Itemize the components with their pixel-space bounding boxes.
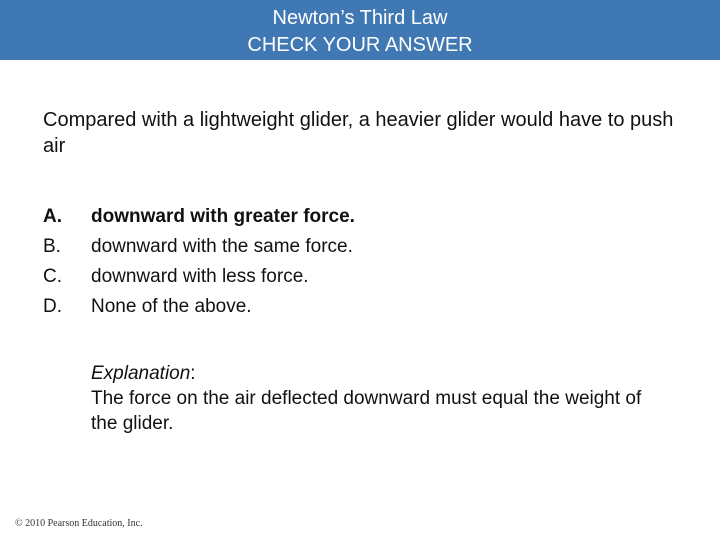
- option-letter: C.: [43, 266, 62, 287]
- option-letter: B.: [43, 236, 61, 257]
- option-letter: A.: [43, 206, 62, 227]
- explanation-label: Explanation: [91, 363, 191, 384]
- copyright-notice: © 2010 Pearson Education, Inc.: [15, 518, 143, 529]
- option-letter: D.: [43, 296, 62, 317]
- option-text: downward with the same force.: [91, 236, 353, 257]
- explanation-colon: :: [190, 363, 196, 384]
- option-text: downward with less force.: [91, 266, 309, 287]
- option-text: downward with greater force.: [91, 206, 355, 227]
- explanation-block: [91, 361, 651, 436]
- slide-header: [0, 0, 720, 60]
- explanation-heading: [91, 361, 651, 386]
- option-text: None of the above.: [91, 296, 252, 317]
- slide-subtitle: CHECK YOUR ANSWER: [247, 34, 473, 56]
- question-text: Compared with a lightweight glider, a heavier glider would have to push air: [43, 109, 674, 157]
- slide-title: Newton’s Third Law: [272, 7, 448, 29]
- explanation-text: The force on the air deflected downward must equal the weight of the glider.: [91, 388, 642, 434]
